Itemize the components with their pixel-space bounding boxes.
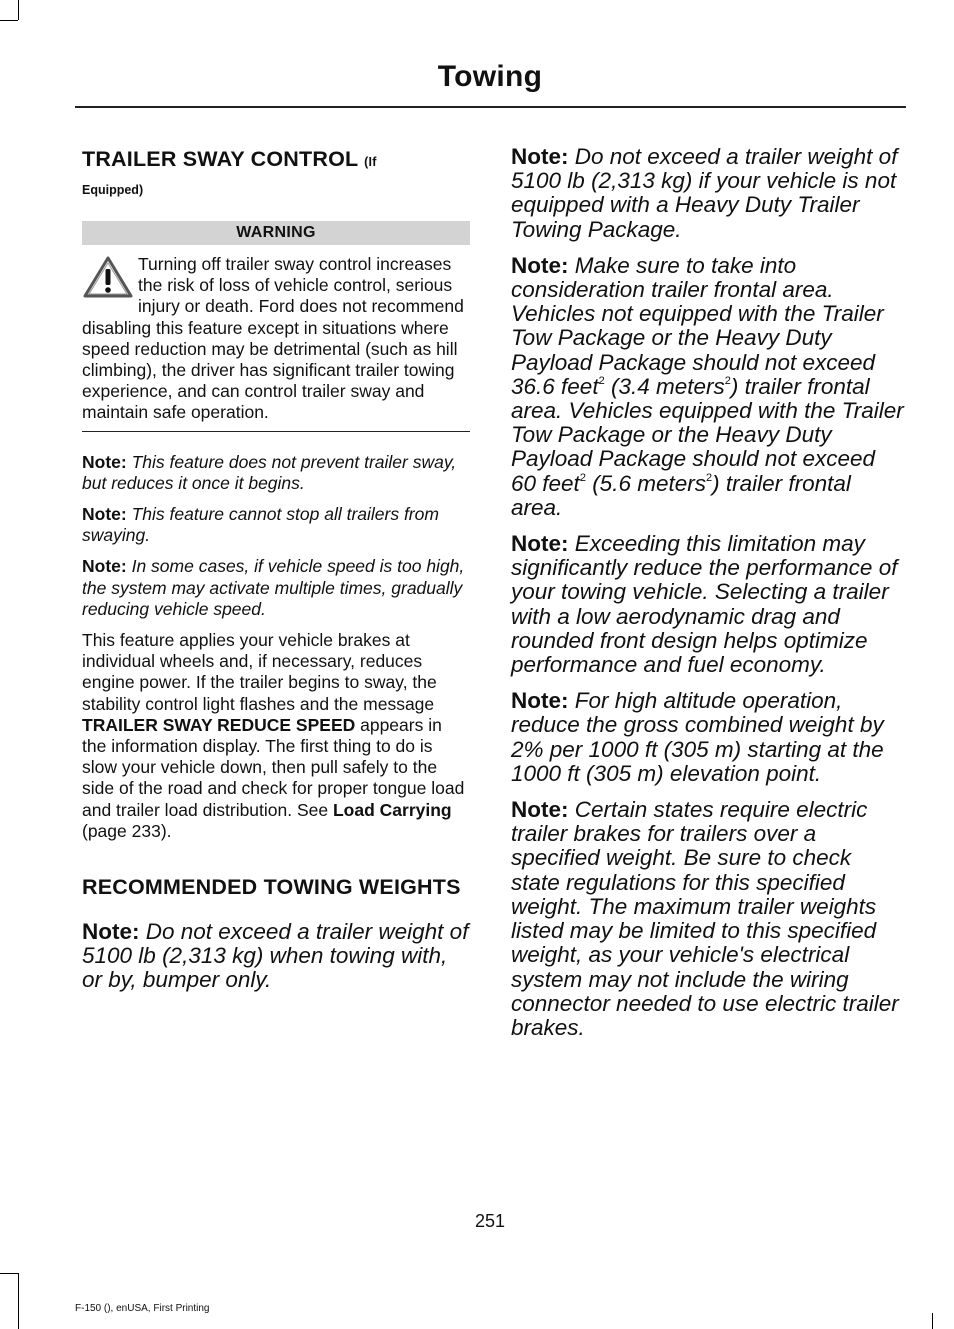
warning-divider <box>82 431 470 432</box>
note: Note: Do not exceed a trailer weight of 5100 lb (2,313 kg) when towing with, or by, bumper only. <box>82 919 469 993</box>
right-column <box>511 145 906 1040</box>
page-number: 251 <box>474 1211 506 1231</box>
crop-mark <box>0 20 18 21</box>
cross-reference-link[interactable]: Load Carrying <box>332 799 452 820</box>
display-message: TRAILER SWAY REDUCE SPEED <box>82 714 356 735</box>
header-divider <box>75 106 906 108</box>
crop-mark <box>0 1273 18 1274</box>
warning-box <box>82 254 470 424</box>
section-title-suffix: Equipped) <box>82 183 144 197</box>
note: Note: For high altitude operation, reduce the gross combined weight by 2% per 1000 ft (305 m) starting at the 1000 ft (305 m) elevation point. <box>511 688 884 786</box>
left-column <box>82 145 470 993</box>
note: Note: Do not exceed a trailer weight of 5100 lb (2,313 kg) if your vehicle is not equipped with a Heavy Duty Trailer Towing Package. <box>511 144 898 242</box>
section-title-recommended-weights: RECOMMENDED TOWING WEIGHTS <box>82 875 461 900</box>
section-title-trailer-sway: TRAILER SWAY CONTROL (If <box>82 147 377 171</box>
note: Note: This feature cannot stop all trailers from swaying. <box>82 504 439 546</box>
warning-triangle-icon <box>82 254 134 300</box>
note: Note: Make sure to take into consideration trailer frontal area. Vehicles not equipped with the Trailer Tow Package or the Heavy Duty Payload Package should not exceed 36.6 feet$^2$ (3.4 meters$^2$) trailer frontal area. Vehicles equipped with the Trailer Tow Package or the Heavy Duty Payload Package should not exceed 60 feet$^2$ (5.6 meters$^2$) trailer frontal area. <box>511 252 904 520</box>
page-title: Towing <box>437 60 543 93</box>
warning-text: Turning off trailer sway control increases the risk of loss of vehicle control, serious injury or death. Ford does not recommend disabling this feature except in situations where speed reduction may be detrimental (such as hill climbing), the driver has significant trailer towing experience, and can control trailer sway and maintain safe operation. <box>82 254 464 423</box>
crop-mark <box>18 0 19 20</box>
crop-mark <box>932 1313 933 1329</box>
note: Note: Certain states require electric trailer brakes for trailers over a specified weight. Be sure to check state regulations for this specified weight. The maximum trailer weights listed may be limited to this specified weight, as your vehicle's electrical system may not include the wiring connector needed to use electric trailer brakes. <box>511 797 899 1040</box>
note: Note: Exceeding this limitation may significantly reduce the performance of your towing vehicle. Selecting a trailer with a low aerodynamic drag and rounded front design helps optimize performance and fuel economy. <box>511 531 898 678</box>
crop-mark <box>18 1273 19 1329</box>
footer-text: F-150 (), enUSA, First Printing <box>75 1303 210 1314</box>
note: Note: This feature does not prevent trailer sway, but reduces it once it begins. <box>82 451 457 493</box>
body-paragraph: This feature applies your vehicle brakes at individual wheels and, if necessary, reduces engine power. If the trailer begins to sway, the stability control light flashes and the message TRAILER SWAY REDUCE SPEED appears in the information display. The first thing to do is slow your vehicle down, then pull safely to the side of the road and check for proper tongue load and trailer load distribution. See Load Carrying (page 233). <box>82 630 465 841</box>
note: Note: In some cases, if vehicle speed is too high, the system may activate multiple times, gradually reducing vehicle speed. <box>82 556 465 619</box>
warning-heading: WARNING <box>82 221 470 245</box>
